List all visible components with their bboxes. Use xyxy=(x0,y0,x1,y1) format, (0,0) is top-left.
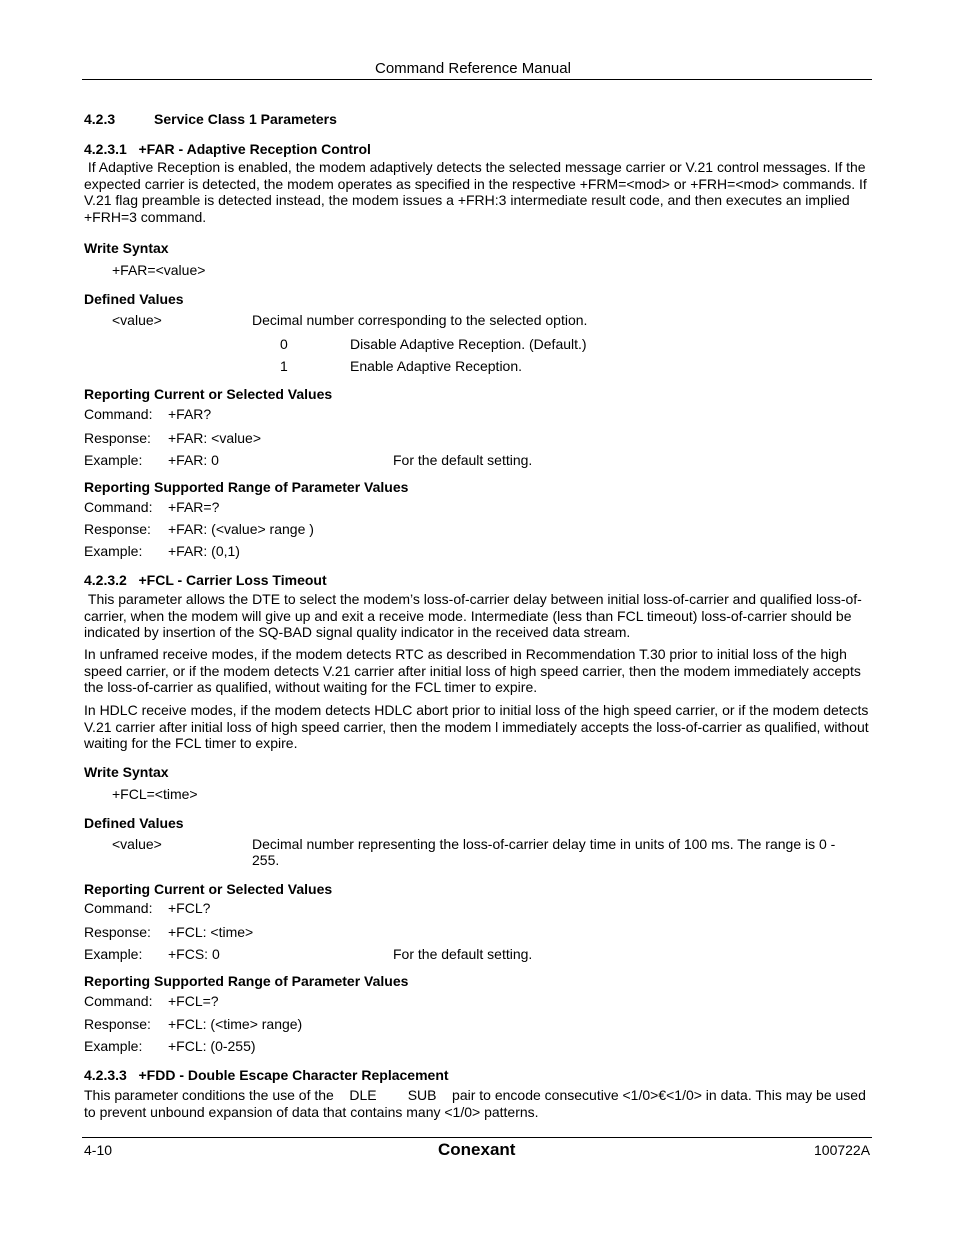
far-reporting-current-heading: Reporting Current or Selected Values xyxy=(84,386,333,402)
far-current-example-label: Example: xyxy=(84,452,143,468)
far-heading: 4.2.3.1 +FAR - Adaptive Reception Control xyxy=(84,141,371,157)
fcl-range-response: +FCL: (<time> range) xyxy=(168,1016,303,1032)
far-range-response: +FAR: (<value> range ) xyxy=(168,521,314,537)
fcl-range-example: +FCL: (0-255) xyxy=(168,1038,256,1054)
far-current-example-note: For the default setting. xyxy=(393,452,533,468)
header-rule xyxy=(82,79,872,80)
fcl-write-syntax-heading: Write Syntax xyxy=(84,764,169,780)
fcl-param-desc: Decimal number representing the loss-of-carrier delay time in units of 100 ms. The range is 0 - 255. xyxy=(252,836,836,868)
far-option-desc: Disable Adaptive Reception. (Default.) xyxy=(350,336,587,352)
fcl-current-example-note: For the default setting. xyxy=(393,946,533,962)
far-current-example: +FAR: 0 xyxy=(168,452,219,468)
fcl-current-response-label: Response: xyxy=(84,924,151,940)
fcl-write-syntax: +FCL=<time> xyxy=(112,786,198,802)
footer-brand: Conexant xyxy=(438,1140,516,1159)
far-defined-values-heading: Defined Values xyxy=(84,291,184,307)
far-write-syntax: +FAR=<value> xyxy=(112,262,206,278)
far-range-command-label: Command: xyxy=(84,499,153,515)
fcl-reporting-current-heading: Reporting Current or Selected Values xyxy=(84,881,333,897)
fcl-current-example-label: Example: xyxy=(84,946,143,962)
fcl-paragraph-3: In HDLC receive modes, if the modem detects HDLC abort prior to initial loss of the high speed carrier, or if the modem detects V.21 carrier after initial loss of high speed carrier, then the modem l immediately accepts the loss-of-carrier as qualified, without waiting for the FCL timer to expire. xyxy=(84,702,869,751)
far-param-name: <value> xyxy=(112,312,162,328)
document-number: 100722A xyxy=(814,1142,871,1158)
section-number: 4.2.3 xyxy=(84,111,116,127)
footer-rule xyxy=(82,1137,872,1138)
running-header: Command Reference Manual xyxy=(375,60,571,77)
far-range-example-label: Example: xyxy=(84,543,143,559)
far-description: If Adaptive Reception is enabled, the modem adaptively detects the selected message carrier or V.21 control messages. If the expected carrier is detected, the modem operates as specified in the respective +FRM=<mod> or +FRH=<mod> commands. If V.21 flag preamble is detected instead, the modem issues a +FRH:3 intermediate result code, and then executes an implied +FRH=3 command. xyxy=(84,159,871,225)
far-option-desc: Enable Adaptive Reception. xyxy=(350,358,523,374)
fcl-current-command-label: Command: xyxy=(84,900,153,916)
far-range-response-label: Response: xyxy=(84,521,151,537)
fcl-range-example-label: Example: xyxy=(84,1038,143,1054)
fcl-range-response-label: Response: xyxy=(84,1016,151,1032)
fdd-description: This parameter conditions the use of the DLE SUB pair to encode consecutive <1/0>€<1/0> in data. This may be used to prevent unbound expansion of data that contains many <1/0> patterns. xyxy=(84,1087,870,1120)
fcl-heading: 4.2.3.2 +FCL - Carrier Loss Timeout xyxy=(84,572,327,588)
far-current-response: +FAR: <value> xyxy=(168,430,262,446)
far-current-response-label: Response: xyxy=(84,430,151,446)
fcl-current-example: +FCS: 0 xyxy=(168,946,220,962)
section-title: Service Class 1 Parameters xyxy=(154,111,337,127)
far-reporting-range-heading: Reporting Supported Range of Parameter Values xyxy=(84,479,409,495)
far-option-value: 0 xyxy=(280,336,288,352)
fcl-range-command: +FCL=? xyxy=(168,993,219,1009)
fcl-defined-values-heading: Defined Values xyxy=(84,815,184,831)
fcl-param-name: <value> xyxy=(112,836,162,852)
fcl-paragraph-2: In unframed receive modes, if the modem detects RTC as described in Recommendation T.30 prior to initial loss of the high speed carrier, or if the modem detects V.21 carrier after initial loss of high speed carrier, then the modem immediately accepts the loss-of-carrier as qualified, without waiting for the FCL timer to expire. xyxy=(84,646,861,695)
far-current-command-label: Command: xyxy=(84,406,153,422)
page-number: 4-10 xyxy=(84,1142,113,1158)
far-range-example: +FAR: (0,1) xyxy=(168,543,240,559)
far-write-syntax-heading: Write Syntax xyxy=(84,240,169,256)
fdd-heading: 4.2.3.3 +FDD - Double Escape Character Replacement xyxy=(84,1067,449,1083)
fcl-current-response: +FCL: <time> xyxy=(168,924,254,940)
fcl-reporting-range-heading: Reporting Supported Range of Parameter Values xyxy=(84,973,409,989)
far-range-command: +FAR=? xyxy=(168,499,220,515)
fcl-range-command-label: Command: xyxy=(84,993,153,1009)
far-current-command: +FAR? xyxy=(168,406,212,422)
far-option-value: 1 xyxy=(280,358,288,374)
fcl-paragraph-1: This parameter allows the DTE to select the modem’s loss-of-carrier delay between initial loss-of-carrier and qualified loss-of-carrier, when the modem will give up and exit a receive mode. Intermediate (less than FCL timeout) loss-of-carrier should be indicated by insertion of the SQ-BAD signal quality indicator in the received data stream. xyxy=(84,591,862,640)
fcl-current-command: +FCL? xyxy=(168,900,211,916)
far-param-desc: Decimal number corresponding to the selected option. xyxy=(252,312,588,328)
